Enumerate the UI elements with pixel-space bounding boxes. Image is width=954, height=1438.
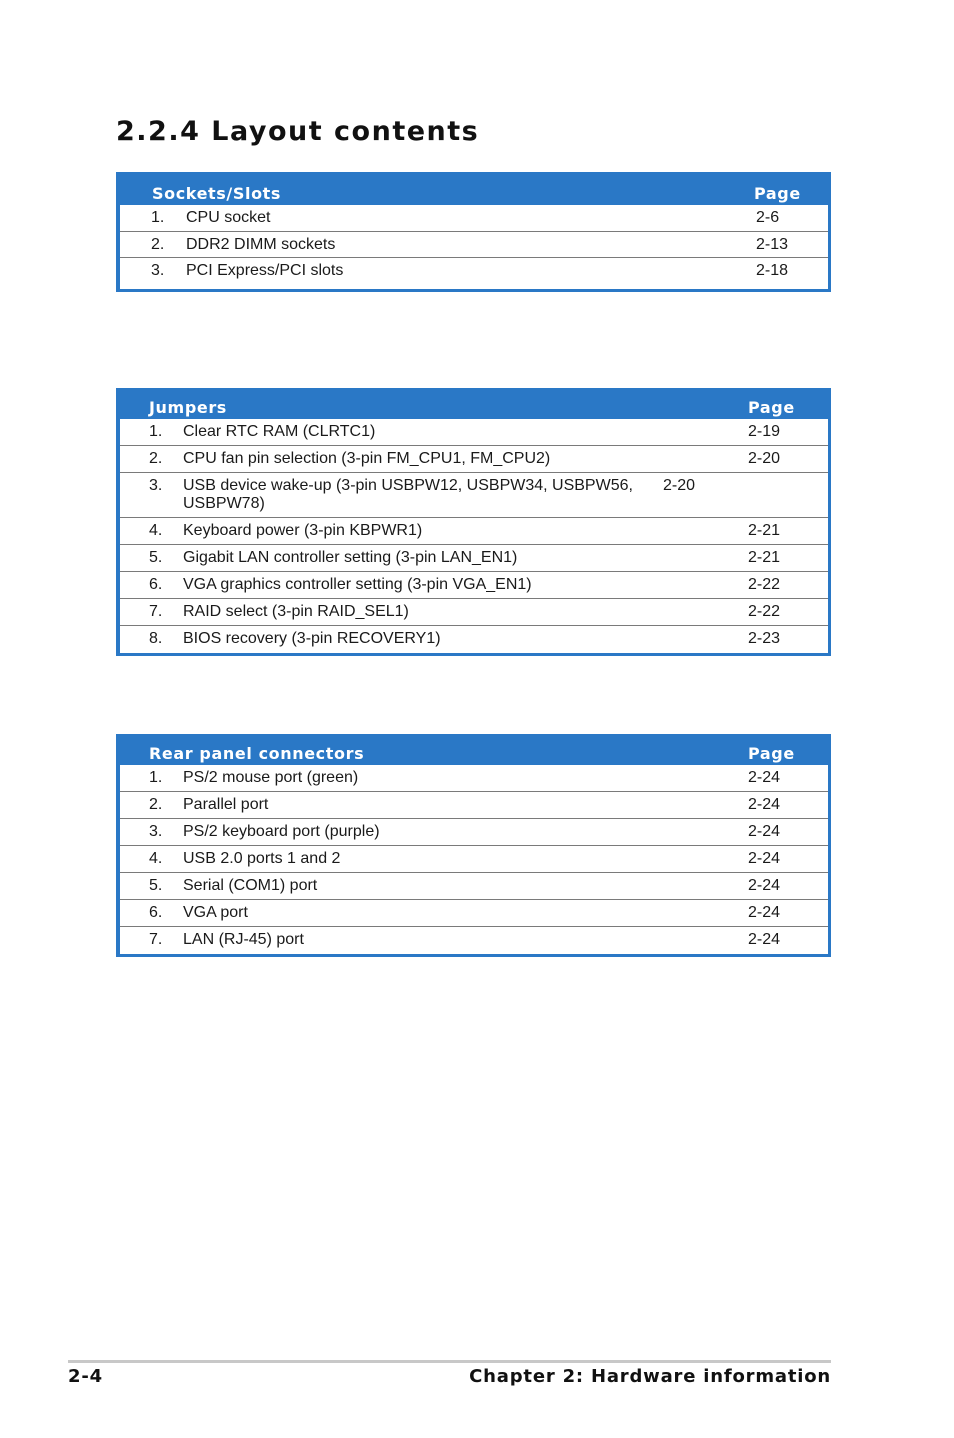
- table-header-page: Page: [748, 398, 795, 417]
- row-number: 1.: [149, 423, 163, 440]
- table-body: [120, 205, 828, 289]
- row-page: 2-24: [748, 877, 781, 894]
- table-row: [120, 544, 828, 571]
- row-page: 2-13: [756, 236, 789, 253]
- row-page: 2-6: [756, 209, 780, 226]
- row-number: 2.: [149, 450, 163, 467]
- row-label: USB device wake-up (3-pin USBPW12, USBPW34, USBPW56, USBPW78): [183, 477, 633, 512]
- footer-divider: [68, 1360, 831, 1363]
- jumpers-table: [116, 388, 831, 656]
- row-label: PCI Express/PCI slots: [186, 262, 344, 279]
- row-page: 2-24: [748, 823, 781, 840]
- row-label: VGA graphics controller setting (3-pin VGA_EN1): [183, 576, 532, 593]
- table-row: [120, 899, 828, 926]
- table-row: [120, 231, 828, 257]
- table-row: [120, 791, 828, 818]
- row-number: 7.: [149, 931, 163, 948]
- row-number: 3.: [149, 477, 163, 494]
- table-row: [120, 571, 828, 598]
- row-number: 2.: [149, 796, 163, 813]
- row-number: 5.: [149, 877, 163, 894]
- row-label: CPU fan pin selection (3-pin FM_CPU1, FM_CPU2): [183, 450, 551, 467]
- table-header: [120, 388, 828, 419]
- row-label: USB 2.0 ports 1 and 2: [183, 850, 341, 867]
- row-label: DDR2 DIMM sockets: [186, 236, 336, 253]
- row-label: Serial (COM1) port: [183, 877, 318, 894]
- table-row: [120, 625, 828, 652]
- table-header-page: Page: [748, 744, 795, 763]
- row-number: 4.: [149, 522, 163, 539]
- row-number: 3.: [151, 262, 165, 279]
- table-header-label: Jumpers: [149, 398, 227, 417]
- table-body: [120, 765, 828, 954]
- row-page: 2-21: [748, 522, 781, 539]
- row-label: LAN (RJ-45) port: [183, 931, 304, 948]
- table-header-page: Page: [754, 184, 801, 203]
- row-page: 2-24: [748, 931, 781, 948]
- row-label: Clear RTC RAM (CLRTC1): [183, 423, 376, 440]
- row-label: RAID select (3-pin RAID_SEL1): [183, 603, 409, 620]
- row-page: 2-22: [748, 576, 781, 593]
- table-header-label: Sockets/Slots: [152, 184, 282, 203]
- row-label: PS/2 mouse port (green): [183, 769, 359, 786]
- row-page: 2-21: [748, 549, 781, 566]
- row-page: 2-24: [748, 850, 781, 867]
- row-label: PS/2 keyboard port (purple): [183, 823, 380, 840]
- row-label: VGA port: [183, 904, 248, 921]
- row-number: 5.: [149, 549, 163, 566]
- row-label: CPU socket: [186, 209, 271, 226]
- table-row: [120, 472, 828, 517]
- table-row: [120, 517, 828, 544]
- footer-page-number: 2-4: [68, 1366, 103, 1387]
- table-row: [120, 765, 828, 791]
- row-label: Keyboard power (3-pin KBPWR1): [183, 522, 423, 539]
- table-row: [120, 598, 828, 625]
- section-title: 2.2.4 Layout contents: [116, 116, 480, 147]
- table-row: [120, 818, 828, 845]
- row-page: 2-24: [748, 904, 781, 921]
- row-page: 2-19: [748, 423, 781, 440]
- footer-chapter-title: Chapter 2: Hardware information: [469, 1366, 831, 1387]
- row-number: 3.: [149, 823, 163, 840]
- row-page: 2-20: [663, 477, 696, 494]
- rear-panel-connectors-table: [116, 734, 831, 957]
- table-header: [120, 734, 828, 765]
- table-row: [120, 205, 828, 231]
- row-page: 2-24: [748, 796, 781, 813]
- row-number: 8.: [149, 630, 163, 647]
- table-row: [120, 845, 828, 872]
- table-row: [120, 872, 828, 899]
- row-number: 1.: [151, 209, 165, 226]
- row-page: 2-22: [748, 603, 781, 620]
- row-number: 6.: [149, 904, 163, 921]
- table-header-label: Rear panel connectors: [149, 744, 365, 763]
- table-row: [120, 926, 828, 953]
- table-header: [120, 172, 828, 205]
- row-label: Parallel port: [183, 796, 269, 813]
- sockets-slots-table: [116, 172, 831, 292]
- page-footer: [68, 1366, 831, 1387]
- table-row: [120, 257, 828, 283]
- row-label: BIOS recovery (3-pin RECOVERY1): [183, 630, 441, 647]
- row-page: 2-24: [748, 769, 781, 786]
- row-page: 2-18: [756, 262, 789, 279]
- row-number: 7.: [149, 603, 163, 620]
- row-number: 4.: [149, 850, 163, 867]
- row-page: 2-23: [748, 630, 781, 647]
- row-page: 2-20: [748, 450, 781, 467]
- table-row: [120, 419, 828, 445]
- row-number: 1.: [149, 769, 163, 786]
- table-body: [120, 419, 828, 653]
- row-label: Gigabit LAN controller setting (3-pin LAN_EN1): [183, 549, 518, 566]
- table-row: [120, 445, 828, 472]
- row-number: 6.: [149, 576, 163, 593]
- row-number: 2.: [151, 236, 165, 253]
